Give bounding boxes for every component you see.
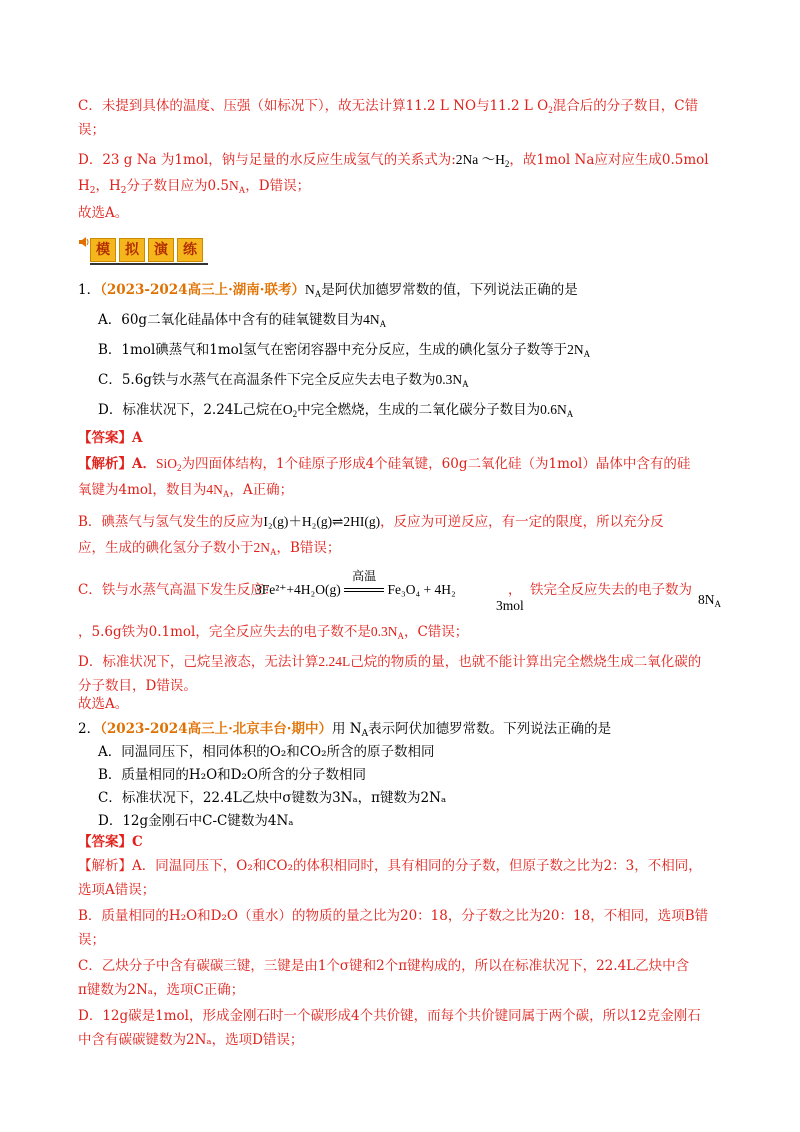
q2-stem: 2．（2023-2024高三上·北京丰台·期中）用 $N_A$表示阿伏加德罗常数。下列说法正确的是	[78, 721, 612, 739]
q1-explain-c-tail: ，	[508, 582, 522, 598]
prev-option-d-line2: $H_2$，$H_2$分子数目应为$0.5N_A$，D错误；	[78, 178, 311, 196]
prev-option-c-line2: 误；	[78, 122, 105, 138]
banner-tile: 练	[177, 238, 203, 262]
reaction-condition-arrow: 高温	[344, 580, 384, 600]
banner-tile: 拟	[119, 238, 145, 262]
q2-explain-a-line1: 【解析】A．同温同压下，O₂和CO₂的体积相同时，具有相同的分子数，但原子数之比为2：3，不相同，	[78, 858, 702, 874]
banner-tiles	[90, 238, 203, 262]
q2-explain-b-line1: B．质量相同的H₂O和D₂O（重水）的物质的量之比为20：18，分子数之比为20：18，不相同，选项B错	[78, 908, 709, 924]
q1-explain-a-line1: 【解析】A．SiO$_2$为四面体结构，1个硅原子形成4个硅氧键，60g二氧化硅（为1mol）晶体中含有的硅	[78, 456, 691, 473]
banner-underline	[90, 263, 208, 265]
q2-explain-d-line2: 中含有碳碳键数为2Nₐ，选项D错误；	[78, 1032, 304, 1048]
speaker-icon	[78, 235, 90, 249]
q2-option-a: A．同温同压下，相同体积的O₂和CO₂所含的原子数相同	[98, 744, 435, 760]
q1-option-b: B．1mol碘蒸气和1mol氢气在密闭容器中充分反应，生成的碘化氢分子数等于$2N_A$	[98, 342, 591, 359]
q1-explain-c-line2: ，5.6g铁为0.1mol，完全反应失去的电子数不是$0.3N_A$，C错误；	[78, 624, 469, 641]
banner-tile: 演	[148, 238, 174, 262]
q2-option-b: B．质量相同的H₂O和D₂O所含的分子数相同	[98, 767, 366, 783]
prev-option-c-line1: C．未提到具体的温度、压强（如标况下），故无法计算11.2 L NO与11.2 L $O_2$混合后的分子数目，C错	[78, 98, 699, 115]
q1-reaction-equation: 3Fe²⁺+4H₂O(g) 高温 Fe₃O₄ + 4H₂	[255, 580, 456, 600]
q1-explain-c-8na: $8N_A$	[698, 592, 721, 609]
q1-explain-c-line1: C．铁与水蒸气高温下发生反应：	[78, 582, 278, 598]
q1-explain-d-line2: 分子数目，D错误。	[78, 678, 197, 694]
q2-option-c: C．标准状况下，22.4L乙炔中σ键数为3Nₐ，π键数为2Nₐ	[98, 790, 447, 806]
q1-explain-c-electrons: 铁完全反应失去的电子数为	[530, 582, 692, 598]
q1-answer: 【答案】A	[78, 430, 143, 446]
q2-explain-d-line1: D．12g碳是1mol，形成金刚石时一个碳形成4个共价键，而每个共价键同属于两个碳，所以12克金刚石	[78, 1008, 701, 1024]
q2-explain-c-line2: π键数为2Nₐ，选项C正确；	[78, 982, 245, 998]
prev-option-d-line1: D．23 g Na 为1mol，钠与足量的水反应生成氢气的关系式为:2Na $\sim H_2$，故1mol Na应对应生成0.5mol	[78, 152, 709, 169]
q2-explain-c-line1: C．乙炔分子中含有碳碳三键，三键是由1个σ键和2个π键构成的，所以在标准状况下，22.4L乙炔中含	[78, 958, 690, 974]
section-banner	[78, 233, 212, 267]
banner-tile: 模	[90, 238, 116, 262]
q1-stem: 1．（2023-2024高三上·湖南·联考）$N_A$是阿伏加德罗常数的值，下列说法正确的是	[78, 282, 578, 299]
q1-option-c: C．5.6g铁与水蒸气在高温条件下完全反应失去电子数为$0.3N_A$	[98, 372, 469, 389]
q2-answer: 【答案】C	[78, 834, 143, 850]
q1-explain-d-line1: D．标准状况下，己烷呈液态，无法计算2.24L己烷的物质的量，也就不能计算出完全燃烧生成二氧化碳的	[78, 654, 702, 670]
q1-explain-b-line2: 应，生成的碘化氢分子数小于$2N_A$，B错误；	[78, 540, 341, 557]
q1-explain-c-3mol: 3mol	[496, 598, 524, 613]
prev-answer: 故选A。	[78, 205, 129, 221]
q2-explain-a-line2: 选项A错误；	[78, 882, 156, 898]
q1-final: 故选A。	[78, 696, 129, 712]
q1-option-d: D．标准状况下，2.24L己烷在$O_2$中完全燃烧，生成的二氧化碳分子数目为$0.6N_A$	[98, 402, 574, 419]
q2-option-d: D．12g金刚石中C-C键数为4Nₐ	[98, 813, 294, 829]
q1-option-a: A．60g二氧化硅晶体中含有的硅氧键数目为$4N_A$	[98, 312, 387, 329]
q1-explain-b-line1: B．碘蒸气与氢气发生的反应为I₂(g)＋H₂(g)⇌2HI(g)，反应为可逆反应，有一定的限度，所以充分反	[78, 514, 664, 530]
q1-explain-a-line2: 氧键为4mol，数目为$4N_A$，A正确；	[78, 482, 294, 499]
q2-explain-b-line2: 误；	[78, 932, 105, 948]
